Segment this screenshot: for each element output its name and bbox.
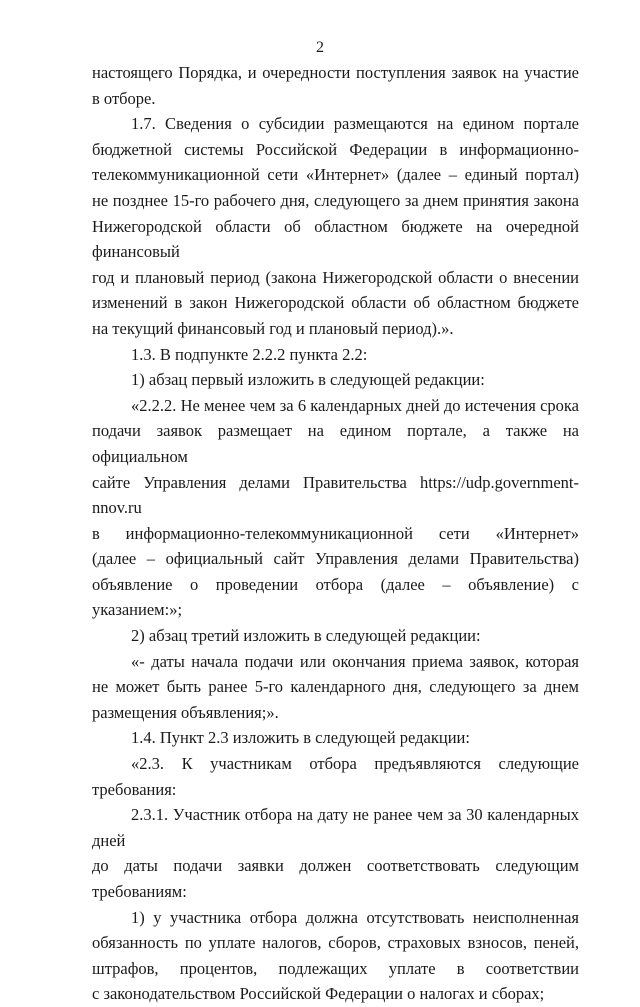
text-line: Нижегородской области об областном бюджете на очередной финансовый [92, 216, 579, 262]
text-line: не позднее 15-го рабочего дня, следующего за днем принятия закона [92, 190, 579, 210]
text-line: настоящего Порядка, и очередности поступления заявок на участие [92, 63, 579, 82]
text-line: 2.3.1. Участник отбора на дату не ранее чем за 30 календарных дней [92, 805, 579, 850]
text-line: «- даты начала подачи или окончания приема заявок, которая [131, 651, 579, 671]
document-body [92, 60, 579, 1007]
text-line: 1.3. В подпункте 2.2.2 пункта 2.2: [131, 344, 368, 364]
text-line: 1.7. Сведения о субсидии размещаются на едином портале [131, 114, 579, 134]
text-line: бюджетной системы Российской Федерации в информационно- [92, 139, 579, 159]
text-line: обязанность по уплате налогов, сборов, страховых взносов, пеней, [92, 933, 579, 953]
text-line: на текущий финансовый год и плановый период).». [92, 318, 454, 338]
text-line: подачи заявок размещает на едином портале, а также на официальном [92, 421, 579, 466]
text-line: в отборе. [92, 88, 156, 108]
text-line: размещения объявления;». [92, 702, 279, 722]
text-line: «2.3. К участникам отбора предъявляются следующие требования: [92, 754, 579, 799]
text-line: сайте Управления делами Правительства https://udp.government-nnov.ru [92, 472, 579, 518]
text-line: год и плановый период (закона Нижегородской области о внесении [92, 267, 579, 287]
text-line: в информационно-телекоммуникационной сети «Интернет» [92, 523, 579, 543]
text-line: 1) у участника отбора должна отсутствовать неисполненная [131, 907, 579, 927]
text-line: 2) абзац третий изложить в следующей редакции: [131, 626, 481, 646]
page-number: 2 [316, 39, 324, 56]
text-line: до даты подачи заявки должен соответствовать следующим требованиям: [92, 856, 579, 901]
text-line: изменений в закон Нижегородской области об областном бюджете [92, 293, 579, 313]
text-line: с законодательством Российской Федерации о налогах и сборах; [92, 984, 545, 1004]
text-line: 1.4. Пункт 2.3 изложить в следующей редакции: [131, 728, 470, 748]
text-line: «2.2.2. Не менее чем за 6 календарных дней до истечения срока [131, 395, 579, 415]
text-line: объявление о проведении отбора (далее – объявление) с указанием:»; [92, 574, 579, 620]
text-line: не может быть ранее 5-го календарного дня, следующего за днем [92, 677, 579, 697]
text-line: телекоммуникационной сети «Интернет» (далее – единый портал) [92, 165, 579, 185]
text-line: штрафов, процентов, подлежащих уплате в соответствии [92, 958, 579, 978]
text-line: 1) абзац первый изложить в следующей редакции: [131, 370, 485, 390]
text-line: (далее – официальный сайт Управления делами Правительства) [92, 549, 579, 569]
